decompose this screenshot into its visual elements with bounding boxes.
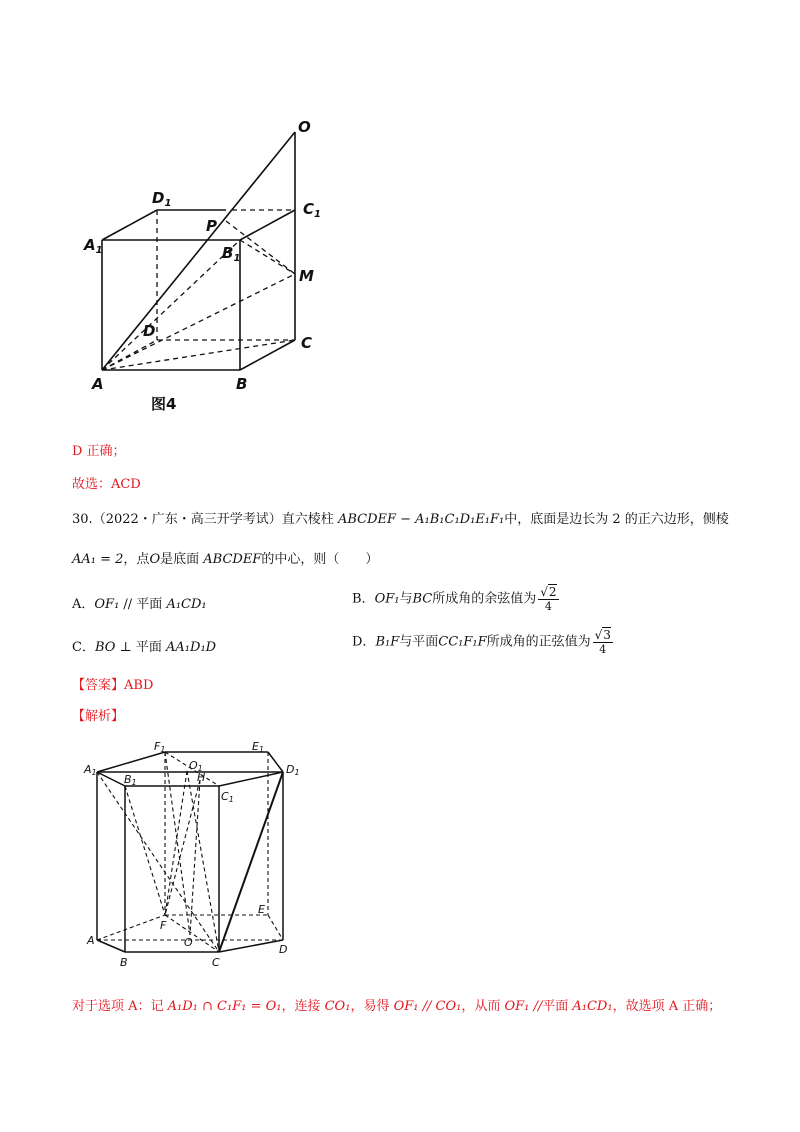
- svg-text:C: C: [212, 956, 220, 969]
- answer-label: 【答案】: [72, 678, 125, 693]
- svg-text:A: A: [87, 934, 95, 947]
- label-a: A: [92, 375, 104, 393]
- svg-text:H: H: [197, 771, 206, 784]
- svg-text:O: O: [184, 936, 193, 949]
- svg-text:B1: B1: [124, 773, 137, 787]
- fraction-sqrt2-over-4: $\frac{√2}{4}$: [540, 585, 557, 613]
- question-line-2: AA₁ = 2，点O是底面 ABCDEF的中心，则（ ）: [72, 552, 379, 567]
- dash-a-b1: [102, 240, 240, 370]
- svg-text:E1: E1: [252, 740, 265, 754]
- prev-correct-line: D 正确；: [72, 444, 126, 459]
- figure-4-caption: 图4: [151, 395, 177, 413]
- line-a-o: [102, 132, 295, 370]
- option-a-analysis: 对于选项 A：记 A₁D₁ ∩ C₁F₁ = O₁，连接 CO₁，易得 OF₁ // CO₁，从而 OF₁ //平面 A₁CD₁，故选项 A 正确；: [72, 999, 722, 1014]
- figure-hex-prism: [80, 735, 310, 970]
- edge-b-c: [240, 340, 295, 370]
- svg-text:F1: F1: [154, 740, 166, 754]
- edge-a1-d1: [102, 210, 157, 240]
- answer-line: [72, 674, 153, 693]
- label-c1: $C_1$: [303, 200, 321, 220]
- svg-text:D1: D1: [286, 763, 300, 777]
- answer-value: ABD: [124, 678, 154, 693]
- label-c: C: [301, 334, 313, 352]
- label-a1: $A_1$: [84, 236, 103, 256]
- option-c: C．BO ⊥ 平面 AA₁D₁D: [72, 640, 217, 655]
- svg-text:B: B: [120, 956, 128, 969]
- label-b: B: [236, 375, 248, 393]
- svg-text:O1: O1: [189, 759, 203, 773]
- svg-text:F: F: [160, 919, 167, 932]
- label-o: O: [298, 118, 311, 136]
- option-d: D．B₁F与平面CC₁F₁F所成角的正弦值为 $\frac{√3}{4}$: [352, 628, 611, 656]
- figure-4-cube: [60, 110, 340, 420]
- svg-text:A1: A1: [84, 763, 97, 777]
- edge-b1-c1: [240, 210, 295, 240]
- label-d1: $D_1$: [152, 189, 172, 209]
- fraction-sqrt3-over-4: $\frac{√3}{4}$: [594, 628, 611, 656]
- question-line-1: 30.（2022・广东・高三开学考试）直六棱柱 ABCDEF − A₁B₁C₁D₁E₁F₁中，底面是边长为 2 的正六边形，侧棱: [72, 512, 729, 527]
- svg-text:D: D: [279, 943, 288, 956]
- label-m: M: [299, 267, 314, 285]
- question-source: （2022・广东・高三开学考试）: [92, 512, 282, 527]
- dash-b1-m: [240, 240, 295, 274]
- prev-choice-line: 故选：ACD: [72, 477, 141, 492]
- question-number: 30.: [72, 512, 93, 527]
- analysis-label: 【解析】: [72, 709, 125, 724]
- label-p: P: [206, 217, 217, 235]
- prism-name: ABCDEF − A₁B₁C₁D₁E₁F₁: [337, 512, 505, 527]
- label-d: D: [143, 322, 156, 340]
- option-a: A．OF₁ // 平面 A₁CD₁: [72, 597, 207, 612]
- svg-text:C1: C1: [221, 790, 234, 804]
- label-b1: $B_1$: [222, 244, 241, 264]
- option-b: B．OF₁与BC所成角的余弦值为 $\frac{√2}{4}$: [352, 585, 557, 613]
- svg-text:E: E: [258, 903, 265, 916]
